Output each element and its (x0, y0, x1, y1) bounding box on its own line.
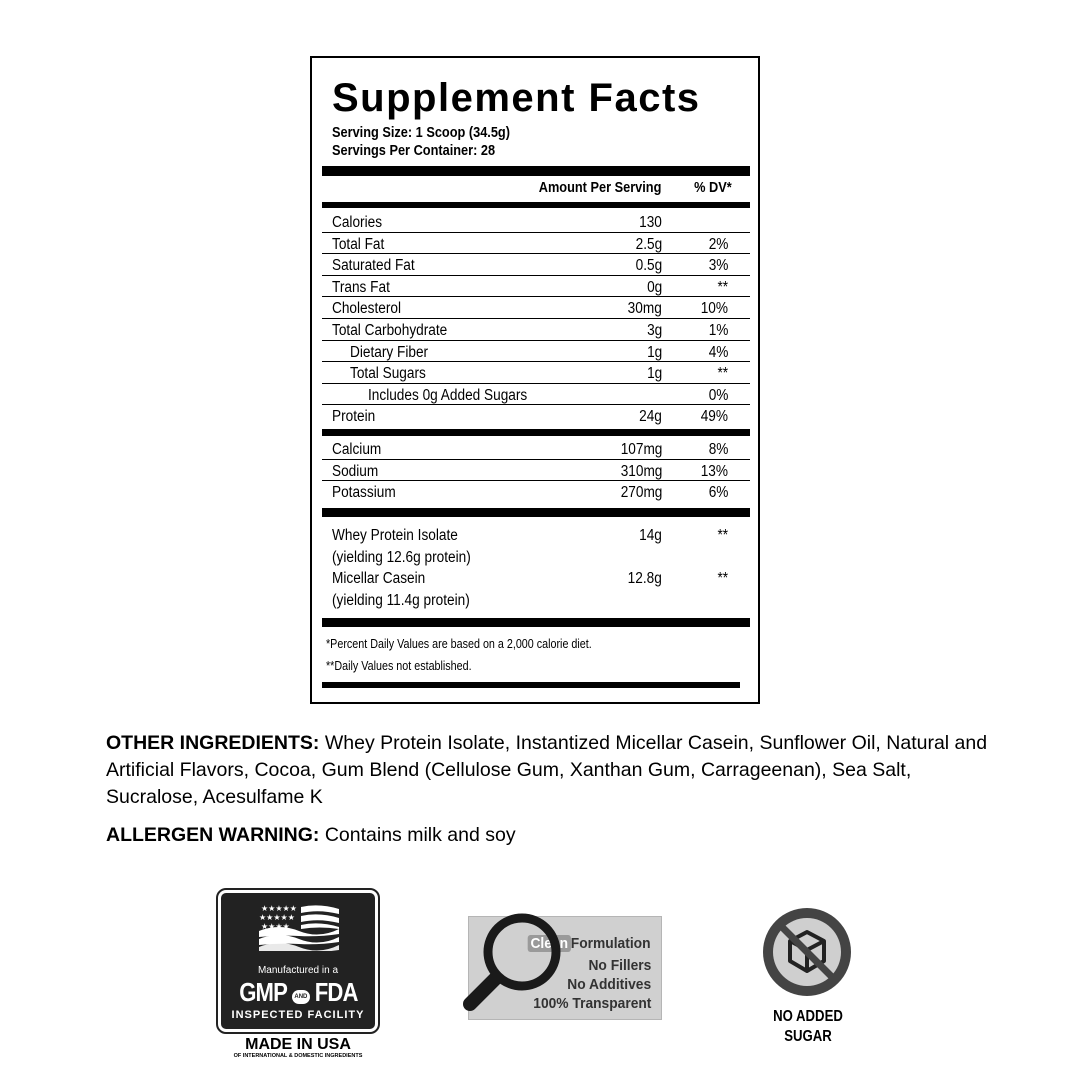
nutrient-dv: ** (717, 365, 728, 383)
magnifier-icon (460, 908, 570, 1018)
nutrient-row (322, 254, 750, 276)
no-additives: No Additives (567, 976, 651, 993)
svg-text:★★★★★: ★★★★★ (259, 913, 295, 922)
allergen-text: Contains milk and soy (319, 824, 516, 846)
mineral-label: Potassium (332, 484, 396, 502)
nutrient-amount: 30mg (627, 300, 662, 318)
formulation-word: Formulation (571, 935, 651, 952)
nutrient-row (322, 276, 750, 298)
minerals-divider (322, 429, 750, 436)
nutrient-dv: 49% (700, 408, 728, 426)
nutrient-row (322, 233, 750, 255)
mineral-dv: 8% (708, 441, 728, 458)
footnote-divider (322, 618, 750, 627)
ingredient-amount: 12.8g (627, 570, 662, 587)
mineral-dv: 13% (700, 462, 728, 480)
nutrient-amount: 1g (646, 365, 662, 383)
nutrient-dv: 1% (708, 322, 728, 339)
ingredient-yield: (yielding 12.6g protein) (332, 549, 471, 566)
gmp-fda-badge (218, 890, 378, 1032)
nutrient-row (322, 211, 750, 233)
nutrient-label: Trans Fat (332, 278, 390, 296)
made-in-usa-sub: OF INTERNATIONAL & DOMESTIC INGREDIENTS (233, 1053, 363, 1059)
nutrient-row (322, 405, 750, 427)
other-ingredients-text: Whey Protein Isolate, Instantized Micellar Casein, Sunflower Oil, Natural and Artificial Flavors, Cocoa, Gum Blend (Cellulose Gum, Xanthan Gum, Carrageenan), Sea Salt, Sucralose, Acesulfame K (106, 732, 988, 808)
ingredients-divider (322, 508, 750, 517)
header-dv: % DV* (694, 180, 732, 196)
clean-word: Clean (528, 935, 571, 952)
svg-text:★★★★★: ★★★★★ (261, 904, 297, 913)
ingredient-name: Whey Protein Isolate (332, 527, 458, 544)
mineral-amount: 270mg (620, 484, 662, 502)
made-in-usa: MADE IN USA (245, 1036, 351, 1053)
mineral-dv: 6% (708, 484, 728, 502)
gmp-manufactured: Manufactured in a (257, 965, 339, 976)
nutrient-label: Includes 0g Added Sugars (368, 386, 528, 404)
nutrient-amount: 130 (639, 214, 662, 231)
gmp-and: AND (292, 990, 310, 1004)
nutrient-amount: 3g (646, 322, 662, 339)
mineral-amount: 310mg (620, 462, 662, 480)
nutrient-label: Calories (332, 214, 383, 231)
gmp-text: GMP (238, 977, 287, 1007)
mineral-row (322, 481, 750, 503)
sugar-label: SUGAR (784, 1028, 832, 1045)
ingredient-dv: ** (717, 570, 728, 587)
fda-text: FDA (314, 977, 358, 1007)
nutrient-dv: 0% (708, 386, 728, 404)
nutrient-row (322, 384, 750, 406)
mineral-amount: 107mg (620, 441, 662, 458)
mineral-row (322, 438, 750, 460)
bottom-divider (322, 682, 740, 688)
nutrient-label: Cholesterol (332, 300, 401, 318)
transparent: 100% Transparent (532, 995, 651, 1012)
allergen-label: ALLERGEN WARNING: (106, 824, 320, 846)
ingredient-row (322, 567, 750, 611)
footnote-dv: *Percent Daily Values are based on a 2,000 calorie diet. (326, 637, 592, 651)
no-added-label: NO ADDED (773, 1008, 843, 1025)
mineral-row (322, 460, 750, 482)
no-fillers: No Fillers (588, 957, 651, 974)
no-sugar-cube-icon (760, 905, 854, 999)
ingredient-amount: 14g (639, 527, 662, 544)
header-divider (322, 202, 750, 208)
ingredient-name: Micellar Casein (332, 570, 426, 587)
nutrient-dv: 4% (708, 343, 728, 361)
nutrient-dv: 3% (708, 257, 728, 275)
nutrient-amount: 2.5g (635, 235, 662, 253)
nutrient-dv: 2% (708, 235, 728, 253)
nutrient-amount: 24g (639, 408, 662, 426)
servings-per-container: Servings Per Container: 28 (332, 143, 496, 159)
mineral-label: Sodium (332, 462, 379, 480)
nutrient-amount: 0.5g (635, 257, 662, 275)
footnote-not-established: **Daily Values not established. (326, 659, 472, 673)
nutrient-row (322, 319, 750, 341)
nutrient-label: Total Carbohydrate (332, 322, 448, 339)
ingredient-yield: (yielding 11.4g protein) (332, 592, 470, 609)
nutrient-label: Total Fat (332, 235, 385, 253)
nutrient-label: Dietary Fiber (350, 343, 429, 361)
other-ingredients (106, 730, 1006, 811)
serving-size: Serving Size: 1 Scoop (34.5g) (332, 125, 510, 141)
nutrient-row (322, 341, 750, 363)
gmp-fda-wordmark (221, 977, 375, 1007)
flag-icon (257, 901, 341, 951)
ingredient-dv: ** (717, 527, 728, 544)
allergen-warning (106, 822, 1006, 849)
nutrient-amount: 0g (646, 278, 662, 296)
header-amount: Amount Per Serving (538, 180, 661, 196)
ingredient-row (322, 524, 750, 568)
nutrient-amount: 1g (646, 343, 662, 361)
other-ingredients-label: OTHER INGREDIENTS: (106, 732, 320, 754)
nutrient-dv: 10% (700, 300, 728, 318)
facts-title: Supplement Facts (332, 76, 701, 120)
nutrient-label: Protein (332, 408, 376, 426)
mineral-label: Calcium (332, 441, 382, 458)
nutrient-row (322, 297, 750, 319)
nutrient-dv: ** (717, 278, 728, 296)
svg-text:★★★★: ★★★★ (261, 922, 290, 931)
nutrient-row (322, 362, 750, 384)
nutrient-label: Saturated Fat (332, 257, 415, 275)
gmp-inspected: INSPECTED FACILITY (231, 1009, 365, 1021)
supplement-facts-panel (310, 56, 760, 704)
nutrient-label: Total Sugars (350, 365, 426, 383)
thick-divider (322, 166, 750, 176)
